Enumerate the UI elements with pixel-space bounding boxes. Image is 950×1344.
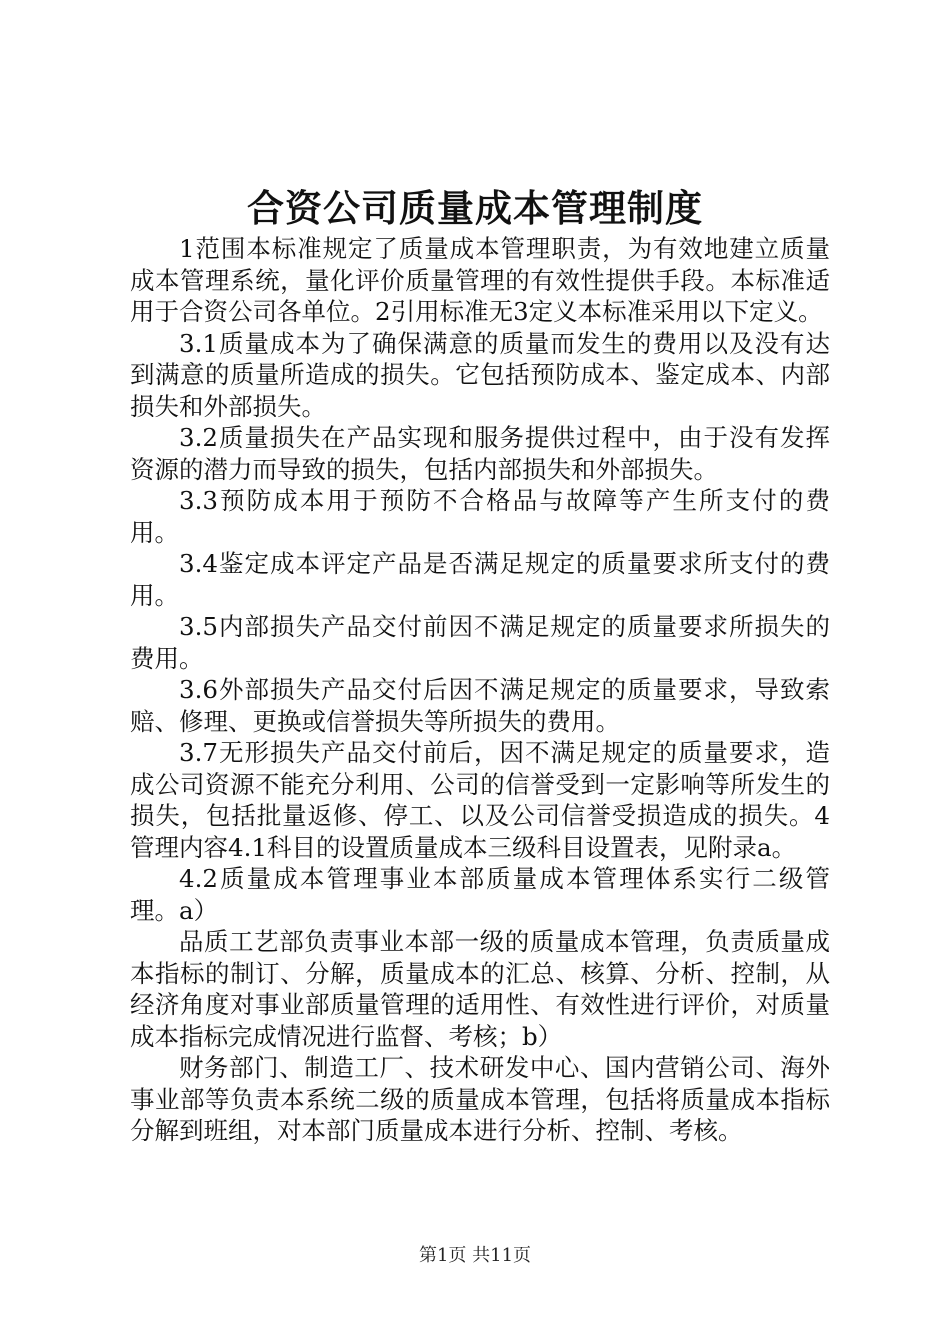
paragraph-3-4: 3.4鉴定成本评定产品是否满足规定的质量要求所支付的费用。 <box>130 549 830 610</box>
paragraph-4-2: 4.2质量成本管理事业本部质量成本管理体系实行二级管理。a） <box>130 864 830 925</box>
paragraph-3-3: 3.3预防成本用于预防不合格品与故障等产生所支付的费用。 <box>130 486 830 547</box>
paragraph-scope: 1范围本标准规定了质量成本管理职责，为有效地建立质量成本管理系统，量化评价质量管理的有效性提供手段。本标准适用于合资公司各单位。2引用标准无3定义本标准采用以下定义。 <box>130 234 830 326</box>
page-total: 共11页 <box>472 1245 532 1266</box>
paragraph-3-2: 3.2质量损失在产品实现和服务提供过程中，由于没有发挥资源的潜力而导致的损失，包括内部损失和外部损失。 <box>130 423 830 484</box>
paragraph-item-a: 品质工艺部负责事业本部一级的质量成本管理，负责质量成本指标的制订、分解，质量成本的汇总、核算、分析、控制，从经济角度对事业部质量管理的适用性、有效性进行评价，对质量成本指标完成情况进行监督、考核；b） <box>130 927 830 1051</box>
paragraph-3-7: 3.7无形损失产品交付前后，因不满足规定的质量要求，造成公司资源不能充分利用、公司的信誉受到一定影响等所发生的损失，包括批量返修、停工、以及公司信誉受损造成的损失。4管理内容4.1科目的设置质量成本三级科目设置表，见附录a。 <box>130 738 830 862</box>
paragraph-3-5: 3.5内部损失产品交付前因不满足规定的质量要求所损失的费用。 <box>130 612 830 673</box>
paragraph-3-6: 3.6外部损失产品交付后因不满足规定的质量要求，导致索赔、修理、更换或信誉损失等所损失的费用。 <box>130 675 830 736</box>
page-number: 第1页 <box>418 1245 467 1266</box>
paragraph-3-1: 3.1质量成本为了确保满意的质量而发生的费用以及没有达到满意的质量所造成的损失。它包括预防成本、鉴定成本、内部损失和外部损失。 <box>130 328 830 421</box>
document-body <box>130 233 830 1147</box>
document-title: 合资公司质量成本管理制度 <box>247 186 703 230</box>
paragraph-item-b: 财务部门、制造工厂、技术研发中心、国内营销公司、海外事业部等负责本系统二级的质量成本管理，包括将质量成本指标分解到班组，对本部门质量成本进行分析、控制、考核。 <box>130 1053 830 1145</box>
page-footer <box>0 1244 950 1268</box>
